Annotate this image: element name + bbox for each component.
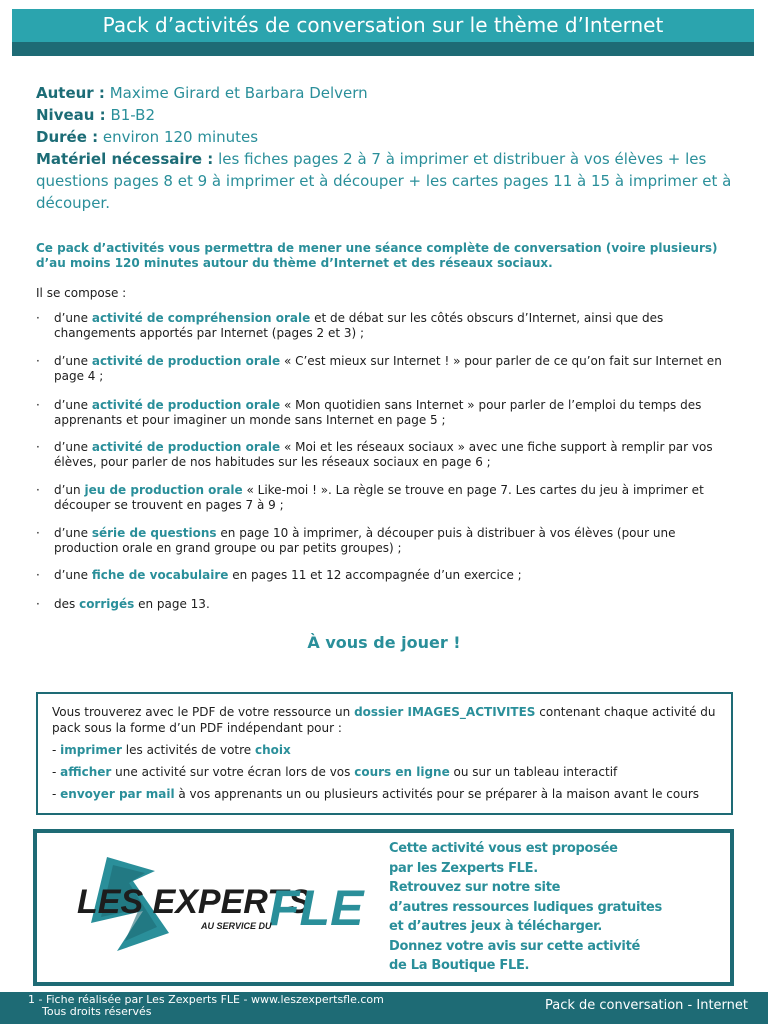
pdf-text: à vos apprenants un ou plusieurs activités pour se préparer à la maison avant le cours (174, 787, 700, 801)
item-prefix: d’une (54, 354, 92, 368)
list-item (36, 354, 736, 384)
bullet: · (36, 483, 40, 497)
list-item (36, 597, 736, 612)
list-item (36, 440, 736, 470)
promo-line: par les Zexperts FLE. (389, 860, 538, 876)
item-prefix: d’une (54, 311, 92, 325)
material-label: Matériel nécessaire : (36, 150, 214, 168)
promo-line: Retrouvez sur notre site (389, 880, 561, 895)
promo-line: Donnez votre avis sur cette activité (389, 938, 641, 954)
item-text: et de débat sur les côtés obscurs d’Internet, ainsi que des changements apportés par Internet (pages 2 et 3) ; (54, 311, 664, 340)
item-prefix: des (54, 597, 80, 611)
bullet: · (36, 354, 40, 368)
bullet: · (36, 526, 40, 540)
logo-tagline: AU SERVICE DU (201, 921, 272, 931)
item-text: en page 13. (134, 597, 210, 611)
item-highlight: corrigés (79, 597, 135, 611)
item-text: « Like-moi ! ». La règle se trouve en page 7. Les cartes du jeu à imprimer et découper se trouvent en pages 7 à 9 ; (54, 483, 704, 512)
pdf-highlight: imprimer (60, 743, 122, 757)
item-text: « Moi et les réseaux sociaux » avec une fiche support à remplir par vos élèves, pour parler de nos habitudes sur les réseaux sociaux en page 6 ; (54, 440, 713, 469)
author-line (36, 82, 736, 104)
material-line (36, 148, 736, 214)
promo-line: et d’autres jeux à télécharger. (389, 919, 603, 934)
pdf-info-box (36, 692, 733, 815)
intro-paragraph: Ce pack d’activités vous permettra de mener une séance complète de conversation (voire plusieurs) d’au moins 120 minutes autour du thème d’Internet et des réseaux sociaux. (36, 241, 718, 270)
promo-line: de La Boutique FLE. (389, 958, 530, 973)
level-label: Niveau : (36, 106, 106, 124)
list-item (36, 311, 736, 341)
call-to-action: À vous de jouer ! (307, 633, 461, 652)
les-experts-fle-logo (73, 851, 373, 961)
item-text: « Mon quotidien sans Internet » pour parler de l’emploi du temps des apprenants et pour imaginer un monde sans Internet en page 5 ; (54, 398, 702, 427)
promo-line: d’autres ressources ludiques gratuites (389, 899, 662, 915)
level-line (36, 104, 736, 126)
item-highlight: activité de production orale (91, 354, 281, 368)
promo-line: Cette activité vous est proposée (389, 841, 618, 856)
list-item (36, 568, 736, 583)
author-value: Maxime Girard et Barbara Delvern (109, 84, 368, 102)
bullet: · (36, 398, 40, 412)
item-highlight: fiche de vocabulaire (91, 568, 229, 582)
duration-label: Durée : (36, 128, 99, 146)
item-prefix: d’une (54, 568, 92, 582)
bullet: · (36, 568, 40, 582)
list-item (36, 483, 736, 513)
pdf-text: - (52, 787, 61, 801)
author-label: Auteur : (36, 84, 105, 102)
pdf-text: les activités de votre (121, 743, 255, 757)
footer-credits (28, 994, 384, 1018)
meta-block (36, 82, 736, 214)
header-shadow (12, 42, 754, 56)
duration-value: environ 120 minutes (102, 128, 259, 146)
pdf-text: ou sur un tableau interactif (449, 765, 618, 779)
material-value: les fiches pages 2 à 7 à imprimer et distribuer à vos élèves + les questions pages 8 et 9 à imprimer et à découper + les cartes pages 11 à 15 à imprimer et à découper. (36, 150, 732, 212)
pdf-text: - (52, 743, 61, 757)
promo-text (389, 839, 719, 976)
duration-line (36, 126, 736, 148)
bullet: · (36, 597, 40, 611)
footer-rights: Tous droits réservés (42, 1005, 152, 1018)
logo-text-fle: FLE (269, 880, 364, 936)
promo-box (33, 829, 734, 986)
item-highlight: activité de production orale (91, 440, 281, 454)
pdf-highlight: dossier IMAGES_ACTIVITES (354, 705, 536, 719)
pdf-highlight: afficher (60, 765, 112, 779)
item-highlight: activité de production orale (91, 398, 281, 412)
footer (0, 992, 768, 1024)
list-item (36, 526, 736, 556)
bullet: · (36, 311, 40, 325)
pdf-info-line (52, 742, 717, 758)
item-highlight: activité de compréhension orale (91, 311, 311, 325)
pdf-info-line (52, 704, 717, 736)
pdf-text: une activité sur votre écran lors de vos (111, 765, 355, 779)
pdf-highlight: cours en ligne (354, 765, 450, 779)
footer-doc-title: Pack de conversation - Internet (544, 998, 748, 1013)
pdf-text: Vous trouverez avec le PDF de votre ressource un (52, 705, 355, 719)
level-value: B1-B2 (110, 106, 155, 124)
item-highlight: série de questions (91, 526, 217, 540)
pdf-highlight: choix (254, 743, 291, 757)
header-band (0, 0, 768, 58)
item-prefix: d’un (54, 483, 85, 497)
pdf-highlight: envoyer par mail (60, 787, 175, 801)
page-title: Pack d’activités de conversation sur le thème d’Internet (102, 13, 664, 37)
compose-label: Il se compose : (36, 286, 127, 300)
item-prefix: d’une (54, 526, 92, 540)
pdf-text: - (52, 765, 61, 779)
item-prefix: d’une (54, 440, 92, 454)
footer-credit-line: 1 - Fiche réalisée par Les Zexperts FLE - www.leszexpertsfle.com (28, 993, 384, 1006)
pdf-info-line (52, 786, 717, 802)
item-text: en page 10 à imprimer, à découper puis à distribuer à vos élèves (pour une production orale en grand groupe ou par petits groupes) ; (54, 526, 676, 555)
item-prefix: d’une (54, 398, 92, 412)
item-text: en pages 11 et 12 accompagnée d’un exercice ; (228, 568, 522, 582)
list-item (36, 398, 736, 428)
pdf-info-line (52, 764, 717, 780)
pdf-text: contenant chaque activité du pack sous la forme d’un PDF indépendant pour : (52, 705, 716, 735)
item-text: « C’est mieux sur Internet ! » pour parler de ce qu’on fait sur Internet en page 4 ; (54, 354, 722, 383)
bullet: · (36, 440, 40, 454)
item-highlight: jeu de production orale (84, 483, 243, 497)
logo-text-les-experts: LES EXPERTS (77, 883, 311, 921)
